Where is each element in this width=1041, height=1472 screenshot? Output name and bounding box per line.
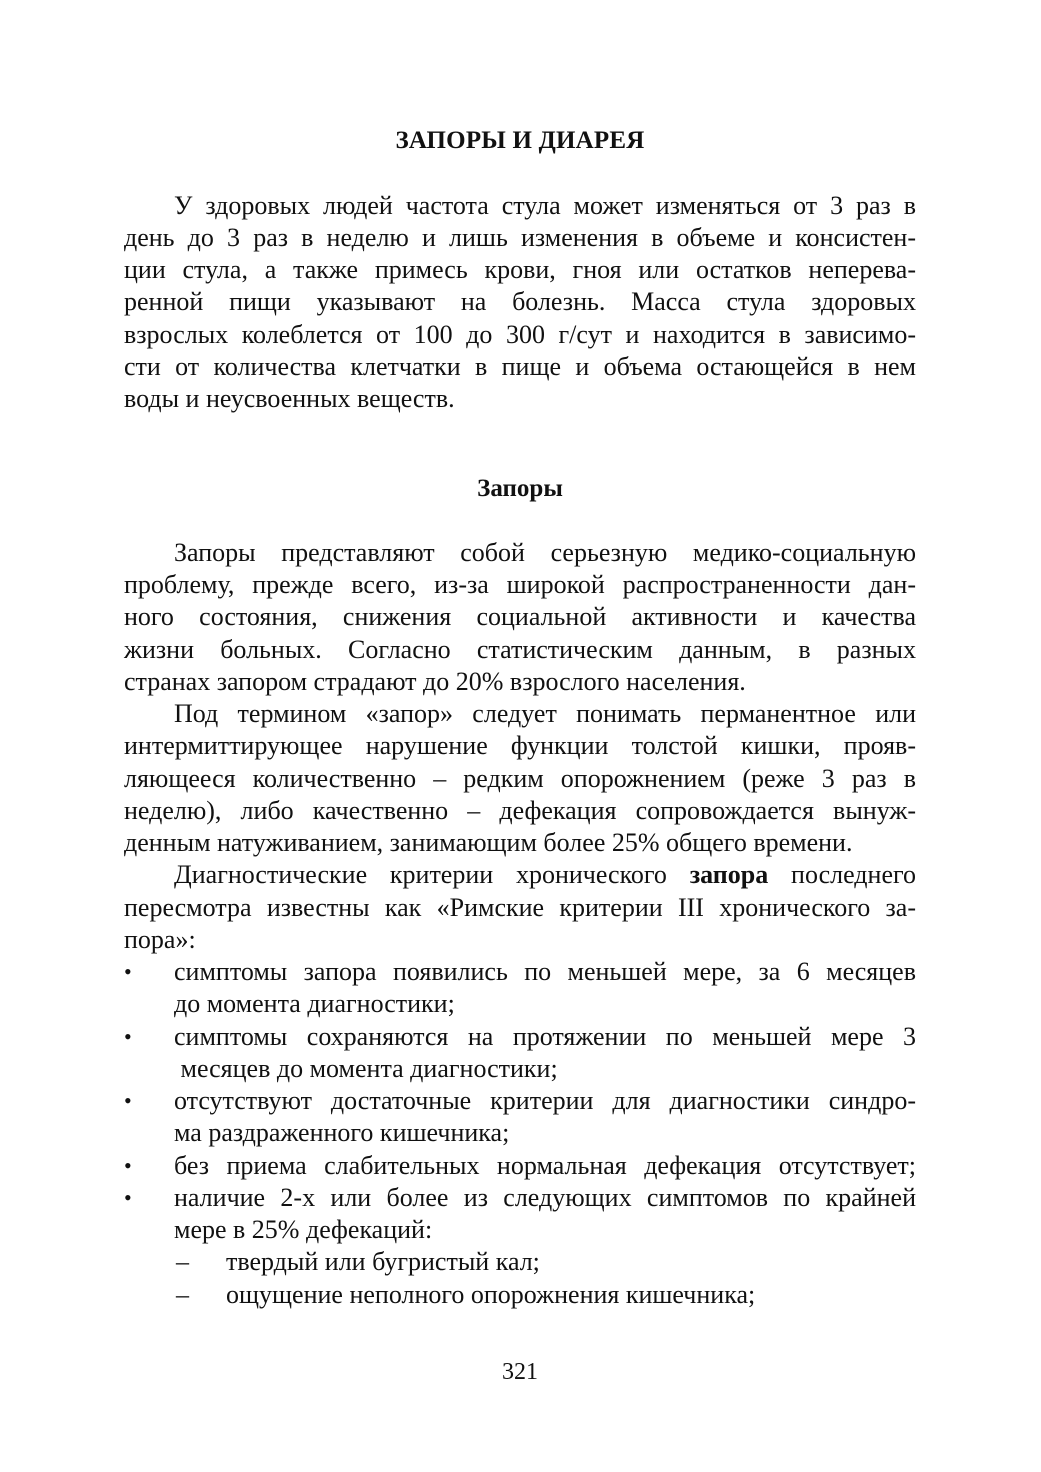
list-item-line: ма раздраженного кишечника; <box>174 1118 510 1147</box>
intro-line: сти от количества клетчатки в пище и объема остающейся в нем <box>124 352 916 381</box>
para1-line: жизни больных. Согласно статистическим данным, в разных <box>124 635 916 664</box>
section-title: Запоры <box>477 475 563 502</box>
list-item-line: отсутствуют достаточные критерии для диагностики синдро- <box>174 1086 916 1115</box>
para3-text-before: Диагностические критерии хронического <box>174 860 667 889</box>
document-page <box>124 0 916 1472</box>
para3-line: пора»: <box>124 925 196 954</box>
para3-line: пересмотра известны как «Римские критерии III хронического за- <box>124 893 916 922</box>
para3-text-after: последнего <box>791 860 917 889</box>
page-number: 321 <box>502 1359 538 1385</box>
chapter-title: ЗАПОРЫ И ДИАРЕЯ <box>395 127 645 154</box>
intro-line: У здоровых людей частота стула может изменяться от 3 раз в <box>174 191 916 220</box>
list-item-line: до момента диагностики; <box>174 989 455 1018</box>
para1-line: проблему, прежде всего, из-за широкой распространенности дан- <box>124 570 916 599</box>
para3-line <box>174 859 916 891</box>
bullet-marker: • <box>124 959 132 984</box>
intro-line: день до 3 раз в неделю и лишь изменения в объеме и консистен- <box>124 223 916 252</box>
list-item-line: наличие 2-х или более из следующих симптомов по крайней <box>174 1183 916 1212</box>
list-item-line: месяцев до момента диагностики; <box>174 1054 558 1083</box>
intro-line: взрослых колеблется от 100 до 300 г/сут и находится в зависимо- <box>124 320 916 349</box>
list-item-line: симптомы сохраняются на протяжении по меньшей мере 3 <box>174 1022 916 1051</box>
para2-line: ляющееся количественно – редким опорожнением (реже 3 раз в <box>124 764 916 793</box>
sub-item: ощущение неполного опорожнения кишечника; <box>226 1280 756 1309</box>
list-item-line: симптомы запора появились по меньшей мере, за 6 месяцев <box>174 957 916 986</box>
sub-item: твердый или бугристый кал; <box>226 1247 540 1276</box>
para1-line: странах запором страдают до 20% взрослого населения. <box>124 667 746 696</box>
para2-line: интермиттирующее нарушение функции толстой кишки, прояв- <box>124 731 916 760</box>
bold-term: запора <box>689 860 769 889</box>
para2-line: неделю), либо качественно – дефекация сопровождается вынуж- <box>124 796 916 825</box>
bullet-marker: • <box>124 1185 132 1210</box>
para2-line: Под термином «запор» следует понимать перманентное или <box>174 699 916 728</box>
intro-line: воды и неусвоенных веществ. <box>124 384 455 413</box>
bullet-marker: • <box>124 1088 132 1113</box>
para1-line: ного состояния, снижения социальной активности и качества <box>124 602 916 631</box>
list-item-line: мере в 25% дефекаций: <box>174 1215 433 1244</box>
dash-marker: – <box>176 1247 189 1276</box>
para1-line: Запоры представляют собой серьезную медико-социальную <box>174 538 916 567</box>
intro-line: ции стула, а также примесь крови, гноя или остатков неперева- <box>124 255 916 284</box>
intro-line: ренной пищи указывают на болезнь. Масса стула здоровых <box>124 287 916 316</box>
para2-line: денным натуживанием, занимающим более 25% общего времени. <box>124 828 853 857</box>
bullet-marker: • <box>124 1024 132 1049</box>
dash-marker: – <box>176 1280 189 1309</box>
bullet-marker: • <box>124 1153 132 1178</box>
list-item-line: без приема слабительных нормальная дефекация отсутствует; <box>174 1151 916 1180</box>
